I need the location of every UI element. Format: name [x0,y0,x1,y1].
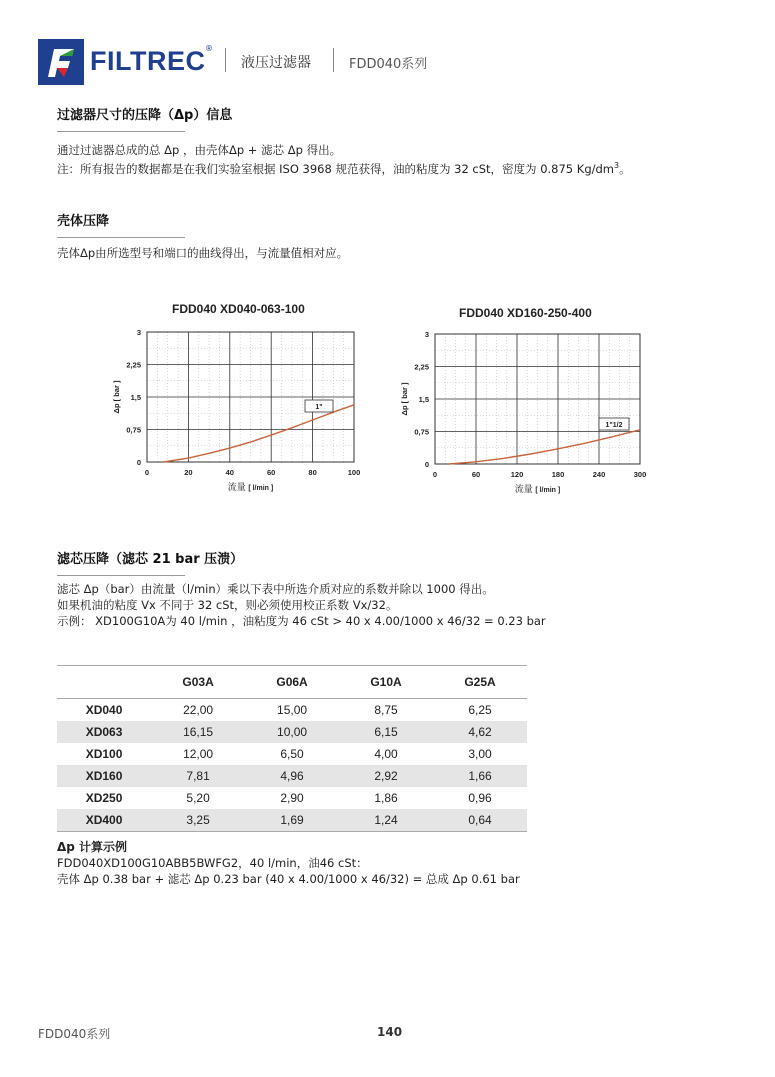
y-tick-label: 0,75 [126,425,141,435]
table-cell: 16,15 [183,725,214,739]
pressure-drop-chart-1 [105,318,370,496]
series-line [449,430,640,464]
table-row [57,721,527,743]
filtrec-logo-mark [38,39,84,85]
table-cell: 6,50 [280,747,304,761]
table-row-header: XD100 [85,747,123,761]
y-tick-label: 2,25 [414,362,429,372]
table-header-cell: G25A [433,666,527,699]
section-title-pressure-drop-info: 过滤器尺寸的压降（Δp）信息 [57,108,233,123]
note-paragraph [57,158,631,177]
y-tick-label: 0 [424,460,429,469]
y-axis-label: Δp [ bar ] [112,380,121,414]
table-cell: 3,00 [468,747,492,761]
x-tick-label: 300 [633,470,647,479]
table-row [57,699,527,722]
header-divider [225,48,226,72]
y-tick-label: 3 [136,328,141,337]
x-tick-label: 240 [592,470,606,479]
table-cell: 1,24 [339,809,433,832]
x-tick-label: 20 [184,468,193,477]
x-tick-label: 40 [225,468,234,477]
table-header-cell: G06A [245,666,339,699]
paragraph: 如果机油的粘度 Vx 不同于 32 cSt，则必须使用校正系数 Vx/32。 [57,598,398,612]
section-title-element-drop: 滤芯压降（滤芯 21 bar 压溃） [57,552,244,567]
table-cell: 2,92 [374,769,398,783]
y-tick-label: 0,75 [414,427,429,437]
table-cell: 2,90 [280,791,304,805]
paragraph: 滤芯 Δp（bar）由流量（l/min）乘以下表中所选介质对应的系数并除以 1000 得出。 [57,582,494,596]
table-cell: 6,25 [468,703,492,717]
superscript: 3 [614,161,620,170]
x-axis-unit: [ l/min ] [248,485,274,492]
paragraph: 壳体Δp由所选型号和端口的曲线得出，与流量值相对应。 [57,246,349,260]
table-cell: 10,00 [277,725,308,739]
footer-series: FDD040系列 [38,1027,111,1041]
section-title-housing-drop: 壳体压降 [57,214,110,229]
page-number: 140 [377,1025,403,1039]
note-end: 。 [619,161,631,176]
table-row-header: XD040 [85,703,123,717]
brand-name: FILTREC [90,46,206,76]
table-cell: 8,75 [374,703,398,717]
table-row [57,765,527,787]
pressure-drop-chart-2 [395,322,660,494]
x-axis-label: 流量 [ l/min ] [514,484,561,494]
table-row-header: XD063 [85,725,123,739]
example-line: FDD040XD100G10ABB5BWFG2，40 l/min，油46 cSt： [57,856,368,870]
table-cell: 4,96 [280,769,304,783]
section-underline [57,575,185,576]
table-row [57,809,527,832]
note-text: 注：所有报告的数据都是在我们实验室根据 ISO 3968 规范获得，油的粘度为 32 cSt，密度为 0.875 Kg/dm [57,161,614,176]
table-cell: 22,00 [183,703,214,717]
table-row [57,787,527,809]
table-header-cell: G03A [151,666,245,699]
table-row-header: XD250 [85,791,123,805]
y-tick-label: 1,5 [418,395,429,404]
chart-title: FDD040 XD040-063-100 [172,302,305,316]
table-row [57,743,527,765]
y-tick-label: 0 [136,458,141,467]
chart-title: FDD040 XD160-250-400 [459,306,592,320]
paragraph: 通过过滤器总成的总 Δp ，由壳体Δp + 滤芯 Δp 得出。 [57,143,342,157]
coefficient-table [57,665,527,832]
table-cell: 1,69 [245,809,339,832]
section-underline [57,131,185,132]
series-label: 1"1/2 [605,422,623,429]
table-cell: 0,96 [468,791,492,805]
table-header-row [57,666,527,699]
table-cell: 12,00 [183,747,214,761]
table-cell: 4,62 [468,725,492,739]
x-axis-label: 流量 [ l/min ] [227,482,274,492]
table-cell: 5,20 [186,791,210,805]
x-tick-label: 100 [347,468,361,477]
y-axis-label: Δp [ bar ] [400,382,409,416]
table-cell: 7,81 [186,769,210,783]
x-tick-label: 180 [551,470,565,479]
x-tick-label: 80 [308,468,317,477]
table-cell: 6,15 [374,725,398,739]
x-tick-label: 120 [510,470,524,479]
table-cell: 3,25 [151,809,245,832]
example-line: 壳体 Δp 0.38 bar + 滤芯 Δp 0.23 bar (40 x 4.00/1000 x 46/32) = 总成 Δp 0.61 bar [57,872,520,886]
table-cell: 15,00 [277,703,308,717]
table-header-cell: G10A [339,666,433,699]
table-cell: 1,86 [374,791,398,805]
x-tick-label: 0 [432,470,438,479]
y-tick-label: 1,5 [130,393,141,402]
header-series: FDD040系列 [349,57,428,72]
table-header-cell [57,666,151,699]
registered-mark: ® [205,44,213,53]
y-tick-label: 3 [424,330,429,339]
header-category: 液压过滤器 [241,55,311,71]
x-tick-label: 0 [144,468,150,477]
example-title: Δp 计算示例 [57,840,128,854]
x-tick-label: 60 [267,468,276,477]
section-underline [57,237,185,238]
series-label: 1" [315,404,323,411]
logo-f-icon [38,39,84,85]
y-tick-label: 2,25 [126,360,141,370]
table-row-header: XD160 [85,769,123,783]
table-cell: 1,66 [468,769,492,783]
table-row-header: XD400 [57,809,151,832]
table-cell: 0,64 [433,809,527,832]
x-axis-unit: [ l/min ] [535,487,561,494]
paragraph: 示例： XD100G10A为 40 l/min ，油粘度为 46 cSt > 40 x 4.00/1000 x 46/32 = 0.23 bar [57,614,546,628]
x-tick-label: 60 [471,470,481,479]
table-cell: 4,00 [374,747,398,761]
header-divider [333,48,334,72]
